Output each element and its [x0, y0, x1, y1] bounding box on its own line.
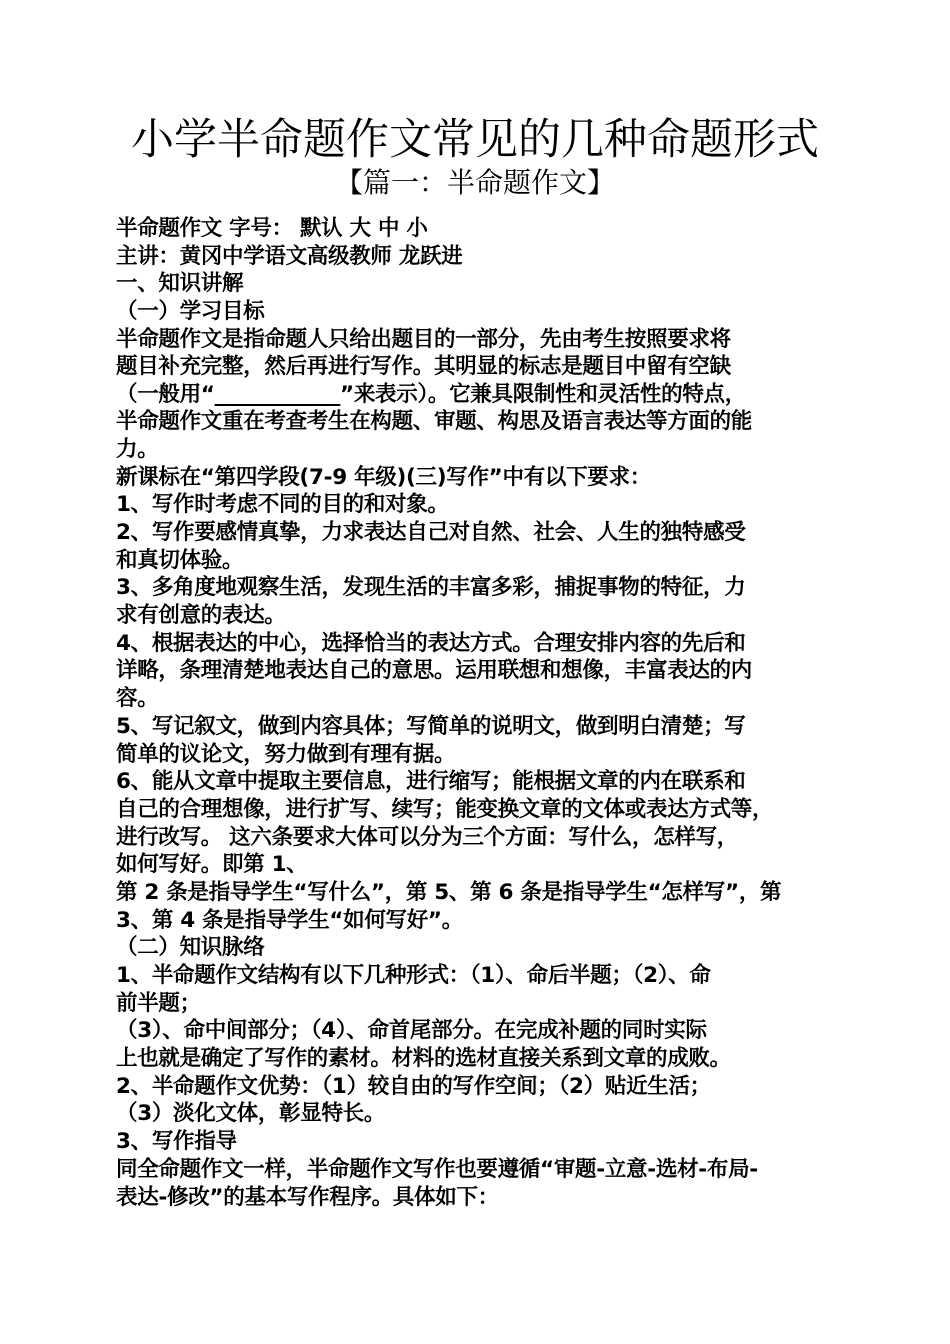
- text-line: （二）知识脉络: [116, 935, 265, 960]
- text-line: 3、第 4 条是指导学生“如何写好”。: [116, 908, 463, 933]
- text-line: 新课标在“第四学段(7-9 年级)(三)写作”中有以下要求：: [116, 465, 651, 490]
- text-line: 一、知识讲解: [116, 271, 244, 296]
- text-line: 容。: [116, 686, 159, 711]
- text-line: 如何写好。即第 1、: [116, 852, 308, 877]
- text-line: （一）学习目标: [116, 299, 265, 324]
- text-line: 简单的议论文，努力做到有理有据。: [116, 742, 456, 767]
- document-title: 小学半命题作文常见的几种命题形式: [131, 115, 819, 165]
- text-line: 半命题作文 字号： 默认 大 中 小: [116, 216, 428, 241]
- text-line: 半命题作文是指命题人只给出题目的一部分，先由考生按照要求将: [116, 327, 731, 352]
- text-line: 详略，条理清楚地表达自己的意思。运用联想和想像，丰富表达的内: [116, 658, 753, 683]
- text-line: 3、多角度地观察生活，发现生活的丰富多彩，捕捉事物的特征，力: [116, 575, 746, 600]
- text-line: 和真切体验。: [116, 548, 244, 573]
- text-line: 自己的合理想像，进行扩写、续写；能变换文章的文体或表达方式等，: [116, 797, 774, 822]
- text-line: 表达-修改”的基本写作程序。具体如下：: [116, 1185, 499, 1210]
- text-line: 主讲：黄冈中学语文高级教师 龙跃进: [116, 244, 463, 269]
- text-line: 2、写作要感情真挚，力求表达自己对自然、社会、人生的独特感受: [116, 520, 746, 545]
- text-line: 进行改写。 这六条要求大体可以分为三个方面：写什么，怎样写，: [116, 825, 738, 850]
- text-line: 半命题作文重在考查考生在构题、审题、构思及语言表达等方面的能: [116, 409, 753, 434]
- text-line: 2、半命题作文优势：（1）较自由的写作空间；（2）贴近生活；: [116, 1074, 711, 1099]
- document-subtitle: 【篇一：半命题作文】: [334, 166, 615, 199]
- text-line: 上也就是确定了写作的素材。材料的选材直接关系到文章的成败。: [116, 1046, 731, 1071]
- text-line: 1、半命题作文结构有以下几种形式：（1）、命后半题；（2）、命: [116, 963, 711, 988]
- text-line: 1、写作时考虑不同的目的和对象。: [116, 492, 449, 517]
- text-line: 求有创意的表达。: [116, 603, 286, 628]
- text-line: 力。: [116, 437, 159, 462]
- text-line: （3）、命中间部分；（4）、命首尾部分。在完成补题的同时实际: [116, 1018, 707, 1043]
- text-line: 5、写记叙文，做到内容具体；写简单的说明文，做到明白清楚；写: [116, 714, 746, 739]
- text-line: 6、能从文章中提取主要信息，进行缩写；能根据文章的内在联系和: [116, 769, 746, 794]
- text-line: （3）淡化文体，彰显特长。: [116, 1101, 386, 1126]
- text-line: （一般用“____________”来表示）。它兼具限制性和灵活性的特点，: [116, 382, 746, 407]
- text-line: 前半题；: [116, 991, 201, 1016]
- text-line: 题目补充完整，然后再进行写作。其明显的标志是题目中留有空缺: [116, 354, 731, 379]
- text-line: 第 2 条是指导学生“写什么”，第 5、第 6 条是指导学生“怎样写”，第: [116, 880, 782, 905]
- text-line: 4、根据表达的中心，选择恰当的表达方式。合理安排内容的先后和: [116, 631, 746, 656]
- text-line: 同全命题作文一样，半命题作文写作也要遵循“审题-立意-选材-布局-: [116, 1157, 758, 1182]
- text-line: 3、写作指导: [116, 1129, 237, 1154]
